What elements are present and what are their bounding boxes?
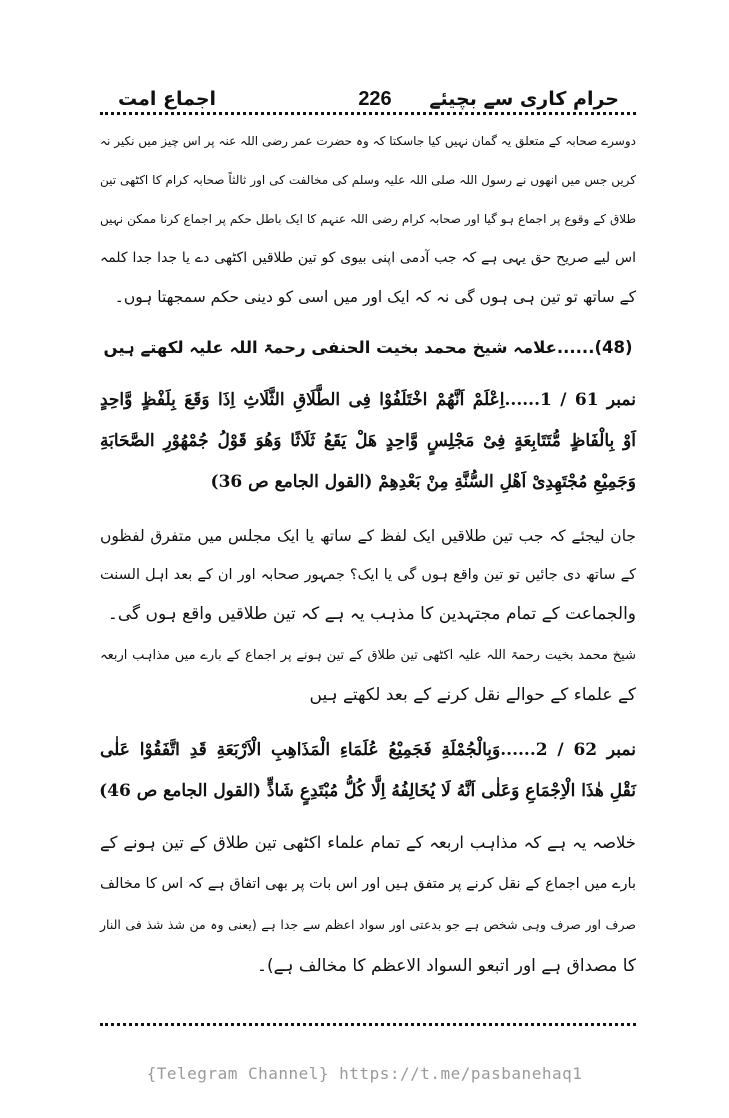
arabic-quote-line: نمبر 61 / 1......اِعْلَمْ اَنَّهُمْ اخْتَلَفُوْا فِی الطَّلَاقِ الثَّلَاثِ اِذَا وَقَعَ بِلَفْظٍ وَّاحِدٍ — [100, 390, 636, 410]
arabic-quote-line: نَقْلِ هٰذَا الْاِجْمَاعِ وَعَلٰی اَنَّهُ لَا يُخَالِفُهُ اِلَّا كُلُّ مُبْتَدِعٍ شَاذٍّ (القول الجامع ص 46) — [99, 781, 636, 801]
body-line: کے علماء کے حوالے نقل کرنے کے بعد لکھتے ہیں — [309, 685, 636, 705]
body-line: بارے میں اجماع کے نقل کرنے پر متفق ہیں اور اس بات پر بھی اتفاق ہے کہ اس کا مخالف — [99, 876, 636, 892]
header-dotted-rule — [100, 112, 636, 115]
section-heading-48: (48)......علامہ شیخ محمد بخیت الحنفی رحمۃ اللہ علیہ لکھتے ہیں — [103, 338, 633, 357]
body-line: کے ساتھ دی جائیں تو تین واقع ہوں گی یا ایک؟ جمہور صحابہ اور ان کے بعد اہل السنت — [100, 567, 636, 583]
arabic-quote-line: نمبر 62 / 2......وَبِالْجُمْلَةِ فَجَمِيْعُ عُلَمَاءِ الْمَذَاهِبِ الْاَرْبَعَةِ قَدِ اتَّفَقُوْا عَلٰی — [100, 740, 636, 760]
book-title-header: حرام کاری سے بچیئے — [429, 88, 619, 110]
body-line: کے ساتھ تو تین ہی ہوں گی نہ کہ ایک اور میں اسی کو دینی حکم سمجھتا ہوں۔ — [114, 288, 636, 306]
arabic-quote-line: وَجَمِيْعِ مُجْتَهِدِیْ اَهْلِ السُّنَّةِ مِنْ بَعْدِهِمْ (القول الجامع ص 36) — [210, 472, 636, 492]
body-line: جان لیجئے کہ جب تین طلاقیں ایک لفظ کے ساتھ یا ایک مجلس میں متفرق لفظوں — [100, 527, 636, 545]
body-line: شیخ محمد بخیت رحمۃ اللہ علیہ اکٹھی تین طلاق کے تین ہونے پر اجماع کے بارے میں مذاہب اربعہ — [100, 648, 636, 663]
body-line: دوسرے صحابہ کے متعلق یہ گمان نہیں کیا جاسکتا کہ وہ حضرت عمر رضی اللہ عنہ پر اس چیز میں نکیر نہ — [100, 134, 636, 148]
body-line: اس لیے صریح حق یہی ہے کہ جب آدمی اپنی بیوی کو تین طلاقیں اکٹھی دے یا جدا جدا کلمہ — [100, 250, 636, 266]
body-line: کا مصداق ہے اور اتبعو السواد الاعظم کا مخالف ہے)۔ — [256, 956, 636, 976]
footer-dotted-rule — [100, 1023, 636, 1026]
chapter-title-header: اجماع امت — [118, 88, 217, 110]
body-line: والجماعت کے تمام مجتہدین کا مذہب یہ ہے کہ تین طلاقیں واقع ہوں گی۔ — [107, 604, 636, 624]
body-line: طلاق کے وقوع پر اجماع ہو گیا اور صحابہ کرام رضی اللہ عنہم کا ایک باطل حکم پر اجماع کرنا ممکن نہیں — [100, 212, 636, 226]
body-line: خلاصہ یہ ہے کہ مذاہب اربعہ کے تمام علماء اکٹھی تین طلاق کے تین ہونے کے — [100, 833, 636, 852]
body-line: کریں جس میں انھوں نے رسول اللہ صلی اللہ علیہ وسلم کی مخالفت کی اور ثالثاً صحابہ کرام کا اکٹھی تین — [100, 173, 636, 187]
telegram-watermark: {Telegram Channel} https://t.me/pasbanehaq1 — [146, 1064, 583, 1083]
page-number: 226 — [358, 88, 392, 110]
arabic-quote-line: اَوْ بِالْفَاظٍ مُّتَتَابِعَةٍ فِیْ مَجْلِسٍ وَّاحِدٍ هَلْ يَقَعُ ثَلَاثًا وَهُوَ قَوْلُ جُمْهُوْرِ الصَّحَابَةِ — [100, 431, 636, 451]
body-line: صرف اور صرف وہی شخص ہے جو بدعتی اور سواد اعظم سے جدا ہے (یعنی وہ من شذ شذ فی النار — [100, 917, 636, 932]
